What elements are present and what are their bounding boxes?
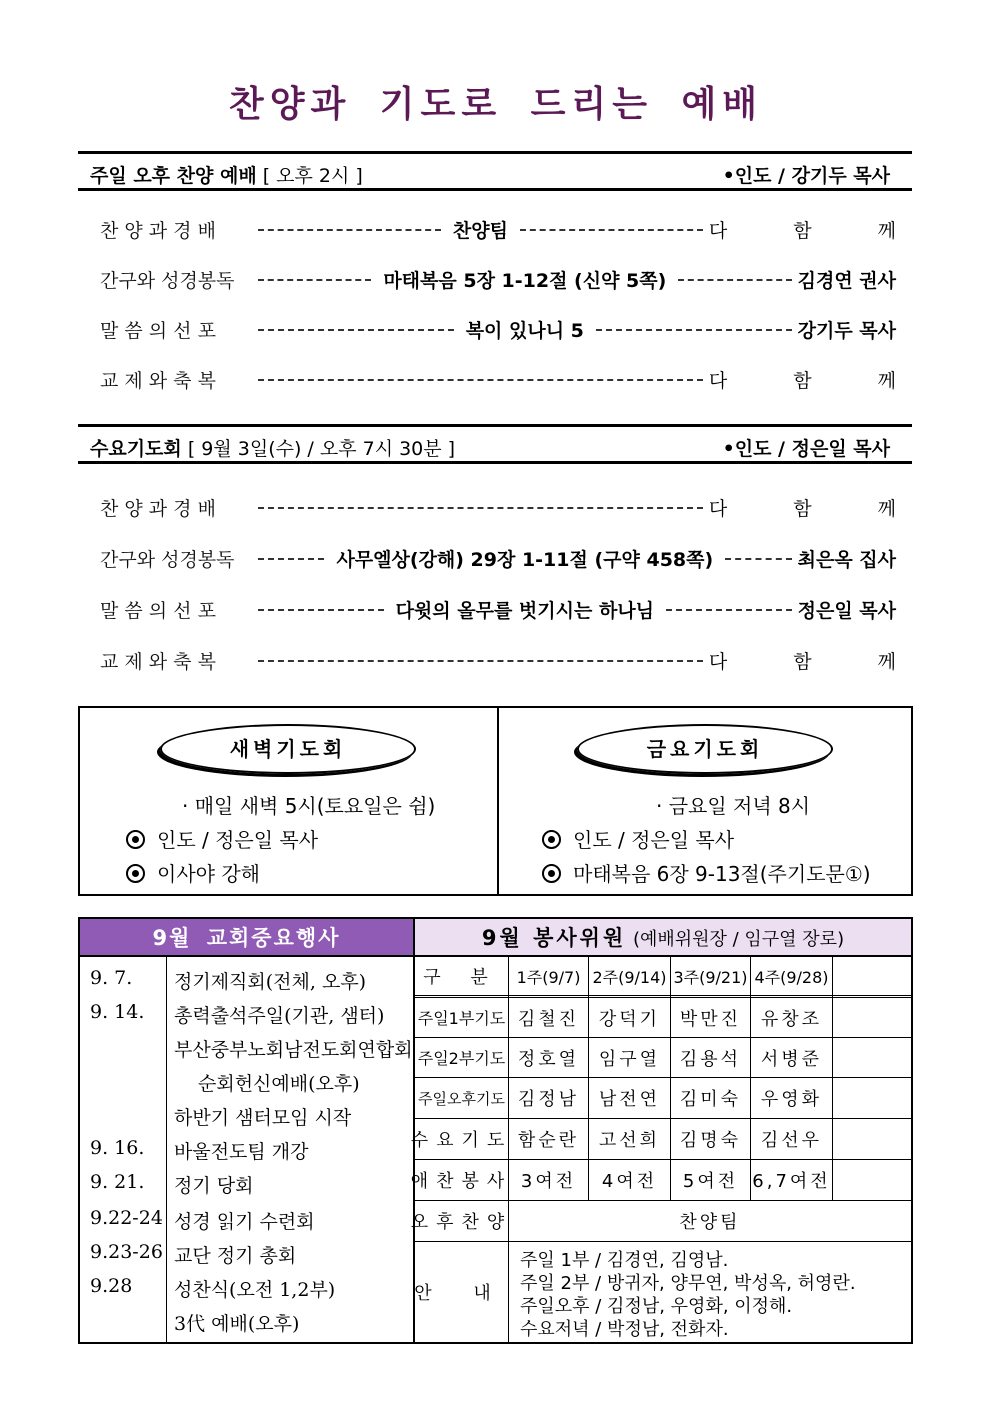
service-row-label: 주일오후기도	[418, 1089, 505, 1108]
service-cell: 김명숙	[679, 1130, 742, 1151]
service-cell: 5여전	[682, 1171, 739, 1192]
order-label: 간구와 성경봉독	[100, 548, 235, 571]
order-content: 마태복음 5장 1-12절 (신약 5쪽)	[383, 269, 667, 292]
prayer-meetings-box	[78, 706, 913, 896]
service-col-header: 2주(9/14)	[592, 967, 667, 987]
dash-leader	[258, 329, 454, 331]
service-cell: 김철진	[517, 1008, 580, 1030]
dash-leader	[258, 379, 703, 381]
wednesday-order-row	[100, 492, 926, 522]
order-label: 교 제 와 축 복	[100, 650, 216, 673]
service-row-label: 오후찬양	[410, 1212, 513, 1233]
event-text: 교단 정기 총회	[174, 1245, 297, 1267]
dash-leader	[596, 329, 792, 331]
service-cell: 서병준	[760, 1048, 823, 1070]
sunday-service-header	[78, 151, 912, 191]
wednesday-service-time: [ 9월 3일(수) / 오후 7시 30분 ]	[187, 438, 456, 460]
sunday-order-row	[100, 214, 926, 244]
service-cell: 6,7여전	[752, 1171, 831, 1192]
dash-leader	[678, 279, 791, 281]
order-content: 다윗의 올무를 벗기시는 하나님	[395, 599, 655, 622]
order-label: 찬 양 과 경 배	[100, 219, 216, 242]
service-cell: 유창조	[760, 1008, 823, 1030]
order-responsible: 최은옥 집사	[797, 548, 897, 571]
service-row-label: 안 내	[414, 1283, 509, 1304]
order-label: 말 씀 의 선 포	[100, 319, 216, 342]
service-subtitle: (예배위원장 / 임구열 장로)	[632, 929, 845, 950]
service-row-label: 애찬봉사	[410, 1171, 513, 1192]
order-responsible: 다 함 께	[708, 497, 926, 520]
dash-leader	[520, 229, 703, 231]
bullet-icon	[126, 864, 145, 883]
dash-leader	[258, 660, 703, 662]
service-cell: 김미숙	[679, 1089, 742, 1110]
dawn-prayer-title: 새벽기도회	[160, 724, 416, 774]
order-responsible: 다 함 께	[708, 369, 926, 392]
sunday-order-row	[100, 314, 896, 344]
dash-leader	[258, 558, 324, 560]
event-text: 하반기 샘터모임 시작	[174, 1107, 352, 1129]
service-header	[415, 919, 911, 957]
bullet-icon	[542, 830, 561, 849]
event-date: 9.23-26	[90, 1241, 163, 1263]
service-cell: 3여전	[520, 1171, 577, 1192]
friday-prayer-time: · 금요일 저녁 8시	[656, 794, 811, 818]
order-responsible: 다 함 께	[708, 219, 926, 242]
events-service-box	[78, 917, 913, 1344]
dash-leader	[258, 609, 384, 611]
events-header: 9월 교회중요행사	[80, 919, 413, 957]
service-cell: 4여전	[601, 1171, 658, 1192]
order-responsible: 김경연 권사	[797, 269, 897, 292]
friday-prayer-text: 마태복음 6장 9-13절(주기도문①)	[542, 858, 871, 887]
dawn-prayer-text: 이사야 강해	[126, 858, 260, 887]
friday-prayer-leader: 인도 / 정은일 목사	[542, 824, 734, 853]
wednesday-order-row	[100, 645, 926, 675]
event-date: 9.22-24	[90, 1207, 163, 1229]
event-text: 정기제직회(전체, 오후)	[174, 971, 367, 993]
service-col-header: 1주(9/7)	[516, 967, 581, 987]
page-title: 찬양과 기도로 드리는 예배	[228, 84, 764, 125]
dash-leader	[666, 609, 792, 611]
service-cell: 김선우	[760, 1130, 823, 1151]
order-content: 찬양팀	[452, 219, 508, 242]
service-row-label: 수요기도	[410, 1130, 513, 1151]
service-cell: 임구열	[598, 1048, 661, 1070]
bullet-icon	[126, 830, 145, 849]
guide-line: 주일 2부 / 방귀자, 양무연, 박성옥, 허영란.	[520, 1273, 856, 1294]
wednesday-service-name: 수요기도회	[90, 438, 182, 460]
wednesday-service-leader: •인도 / 정은일 목사	[722, 438, 890, 460]
dawn-prayer-time: · 매일 새벽 5시(토요일은 쉼)	[182, 794, 436, 818]
bullet-icon	[542, 864, 561, 883]
event-date: 9. 16.	[90, 1137, 145, 1159]
sunday-order-row	[100, 264, 896, 294]
sunday-service-time: [ 오후 2시 ]	[262, 165, 363, 187]
service-cell: 김정남	[517, 1089, 580, 1110]
order-responsible: 강기두 목사	[797, 319, 896, 342]
service-col-header: 4주(9/28)	[754, 967, 829, 987]
wednesday-service-header	[78, 424, 912, 464]
divider	[497, 708, 499, 894]
dawn-prayer-leader: 인도 / 정은일 목사	[126, 824, 318, 853]
guide-line: 주일오후 / 김정남, 우영화, 이정해.	[520, 1296, 793, 1317]
guide-line: 수요저녁 / 박정남, 전화자.	[520, 1319, 729, 1340]
event-date: 9. 14.	[90, 1001, 145, 1023]
wednesday-order-row	[100, 543, 896, 573]
service-row-label: 주일2부기도	[417, 1049, 506, 1068]
event-text: 부산중부노회남전도회연합회	[174, 1039, 413, 1061]
divider	[832, 957, 833, 1201]
order-label: 교 제 와 축 복	[100, 369, 216, 392]
order-content: 사무엘상(강해) 29장 1-11절 (구약 458쪽)	[336, 548, 714, 571]
order-responsible: 다 함 께	[708, 650, 926, 673]
friday-prayer-title: 금요기도회	[577, 724, 833, 774]
service-cell: 박만진	[679, 1008, 742, 1030]
guide-line: 주일 1부 / 김경연, 김영남.	[520, 1250, 729, 1271]
wednesday-order-row	[100, 594, 896, 624]
event-text: 바울전도팀 개강	[174, 1141, 309, 1163]
order-label: 찬 양 과 경 배	[100, 497, 216, 520]
dash-leader	[258, 229, 441, 231]
dash-leader	[258, 507, 703, 509]
event-text: 총력출석주일(기관, 샘터)	[174, 1005, 385, 1027]
service-title: 9월 봉사위원	[481, 926, 627, 950]
event-text: 정기 당회	[174, 1175, 254, 1197]
event-text: 3代 예배(오후)	[174, 1313, 300, 1335]
dash-leader	[725, 558, 791, 560]
divider	[166, 957, 167, 1342]
sunday-service-name: 주일 오후 찬양 예배	[90, 165, 257, 187]
service-col-header: 구 분	[423, 967, 500, 988]
event-text: 성경 읽기 수련회	[174, 1211, 315, 1233]
afternoon-praise-value: 찬양팀	[679, 1212, 741, 1233]
event-date: 9. 7.	[90, 967, 133, 989]
order-label: 말 씀 의 선 포	[100, 599, 216, 622]
service-cell: 김용석	[679, 1048, 742, 1070]
event-date: 9. 21.	[90, 1171, 145, 1193]
service-cell: 고선희	[598, 1130, 661, 1151]
order-responsible: 정은일 목사	[797, 599, 896, 622]
service-cell: 남전연	[598, 1089, 661, 1110]
sunday-service-leader: •인도 / 강기두 목사	[722, 165, 890, 187]
dash-leader	[258, 279, 371, 281]
service-cell: 정호열	[517, 1048, 580, 1070]
service-cell: 함순란	[517, 1130, 580, 1151]
service-cell: 우영화	[760, 1089, 823, 1110]
order-label: 간구와 성경봉독	[100, 269, 235, 292]
event-text: 성찬식(오전 1,2부)	[174, 1279, 336, 1301]
sunday-order-row	[100, 364, 926, 394]
event-date: 9.28	[90, 1275, 133, 1297]
event-text: 순회헌신예배(오후)	[198, 1073, 360, 1095]
service-col-header: 3주(9/21)	[673, 967, 748, 987]
service-row-label: 주일1부기도	[417, 1009, 506, 1028]
order-content: 복이 있나니 5	[465, 319, 584, 342]
service-cell: 강덕기	[598, 1008, 661, 1030]
